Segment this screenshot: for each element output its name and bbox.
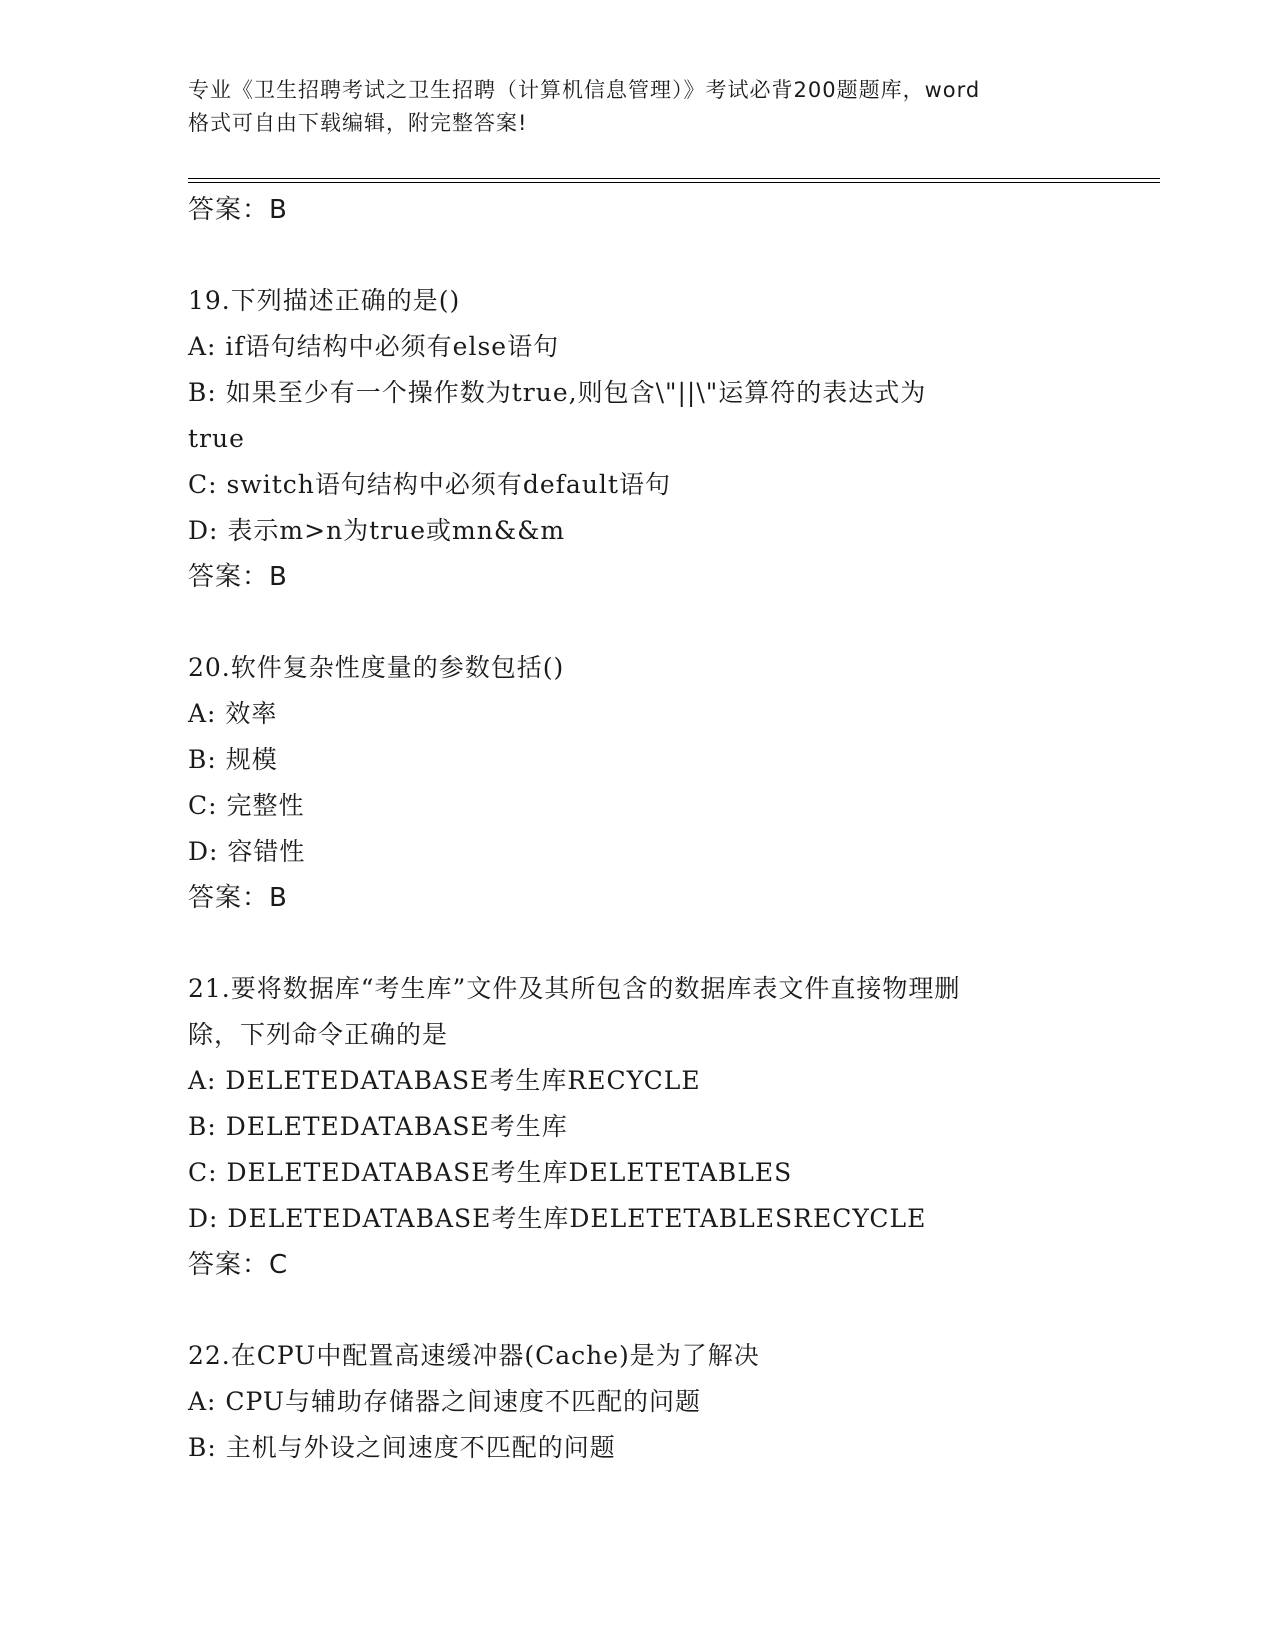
question-text: 19.下列描述正确的是()	[188, 286, 461, 315]
option-a: A: 效率	[188, 699, 278, 728]
question-19	[188, 278, 1148, 600]
option-b: B: 主机与外设之间速度不匹配的问题	[188, 1433, 616, 1462]
question-text: 21.要将数据库“考生库”文件及其所包含的数据库表文件直接物理删	[188, 974, 961, 1003]
option-b: B: 如果至少有一个操作数为true,则包含\"||\"运算符的表达式为	[188, 378, 927, 407]
spacer	[188, 600, 1148, 645]
option-c: C: switch语句结构中必须有default语句	[188, 470, 671, 499]
option-d: D: DELETEDATABASE考生库DELETETABLESRECYCLE	[188, 1204, 927, 1233]
option-c: C: DELETEDATABASE考生库DELETETABLES	[188, 1158, 793, 1187]
question-text-continued: 除，下列命令正确的是	[188, 1020, 449, 1049]
answer: 答案：B	[188, 883, 288, 913]
spacer	[188, 1288, 1148, 1333]
header-title-line-2: 格式可自由下载编辑，附完整答案!	[188, 111, 528, 135]
question-list	[188, 187, 1148, 1471]
option-d: D: 容错性	[188, 837, 306, 866]
option-b: B: 规模	[188, 745, 278, 774]
option-a: A: CPU与辅助存储器之间速度不匹配的问题	[188, 1387, 702, 1416]
question-20	[188, 645, 1148, 921]
spacer	[188, 233, 1148, 278]
option-a: A: DELETEDATABASE考生库RECYCLE	[188, 1066, 701, 1095]
document-header	[188, 74, 1098, 140]
answer-previous: 答案：B	[188, 195, 288, 225]
answer: 答案：C	[188, 1250, 289, 1280]
option-a: A: if语句结构中必须有else语句	[188, 332, 560, 361]
spacer	[188, 921, 1148, 966]
header-double-rule	[188, 178, 1160, 183]
question-text: 20.软件复杂性度量的参数包括()	[188, 653, 565, 682]
answer: 答案：B	[188, 562, 288, 592]
question-22	[188, 1333, 1148, 1471]
option-b-continued: true	[188, 424, 245, 453]
option-d: D: 表示m>n为true或mn&&m	[188, 516, 566, 545]
option-b: B: DELETEDATABASE考生库	[188, 1112, 568, 1141]
question-21	[188, 966, 1148, 1288]
header-title-line-1: 专业《卫生招聘考试之卫生招聘（计算机信息管理）》考试必背200题题库，word	[188, 78, 981, 102]
option-c: C: 完整性	[188, 791, 305, 820]
question-text: 22.在CPU中配置高速缓冲器(Cache)是为了解决	[188, 1341, 760, 1370]
